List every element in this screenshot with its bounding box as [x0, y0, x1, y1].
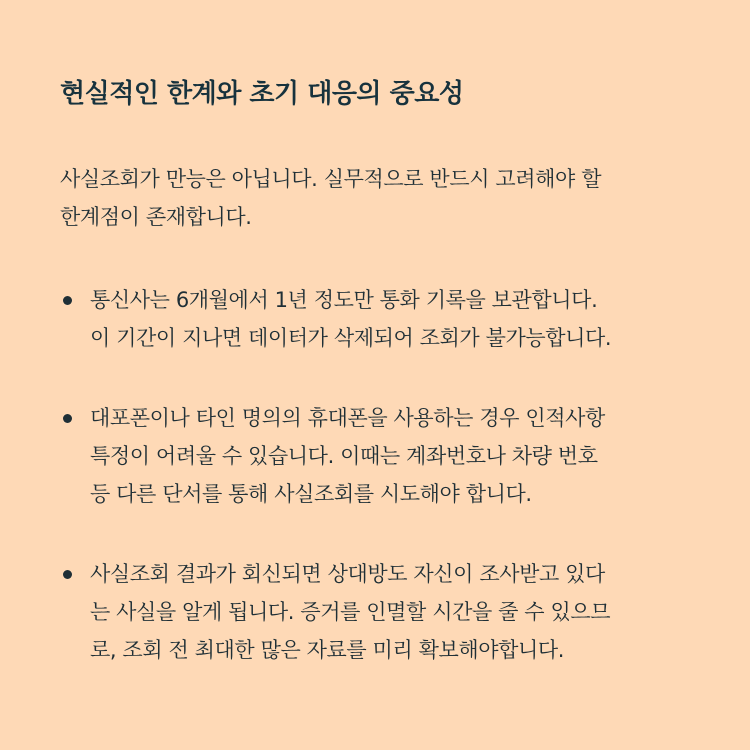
bullet-line: 이 기간이 지나면 데이터가 삭제되어 조회가 불가능합니다.	[90, 326, 612, 350]
bullet-line: 로, 조회 전 최대한 많은 자료를 미리 확보해야합니다.	[90, 638, 565, 662]
page-title: 현실적인 한계와 초기 대응의 중요성	[60, 79, 464, 109]
bullet-line: 는 사실을 알게 됩니다. 증거를 인멸할 시간을 줄 수 있으므	[90, 600, 611, 624]
bullet-text	[90, 555, 700, 669]
bullet-line: 등 다른 단서를 통해 사실조회를 시도해야 합니다.	[90, 482, 532, 506]
intro-line: 사실조회가 만능은 아닙니다. 실무적으로 반드시 고려해야 할	[60, 167, 602, 191]
bullet-item	[60, 399, 700, 513]
bullet-text	[90, 399, 700, 513]
bullet-dot-icon	[63, 570, 72, 579]
bullet-text	[90, 281, 700, 357]
intro-line: 한계점이 존재합니다.	[60, 205, 252, 229]
bullet-item	[60, 281, 700, 357]
bullet-line: 통신사는 6개월에서 1년 정도만 통화 기록을 보관합니다.	[90, 288, 598, 312]
bullet-line: 특정이 어려울 수 있습니다. 이때는 계좌번호나 차량 번호	[90, 444, 598, 468]
bullet-dot-icon	[63, 296, 72, 305]
bullet-line: 대포폰이나 타인 명의의 휴대폰을 사용하는 경우 인적사항	[90, 406, 605, 430]
bullet-item	[60, 555, 700, 669]
bullet-dot-icon	[63, 414, 72, 423]
bullet-line: 사실조회 결과가 회신되면 상대방도 자신이 조사받고 있다	[90, 562, 605, 586]
intro-paragraph	[60, 160, 700, 236]
